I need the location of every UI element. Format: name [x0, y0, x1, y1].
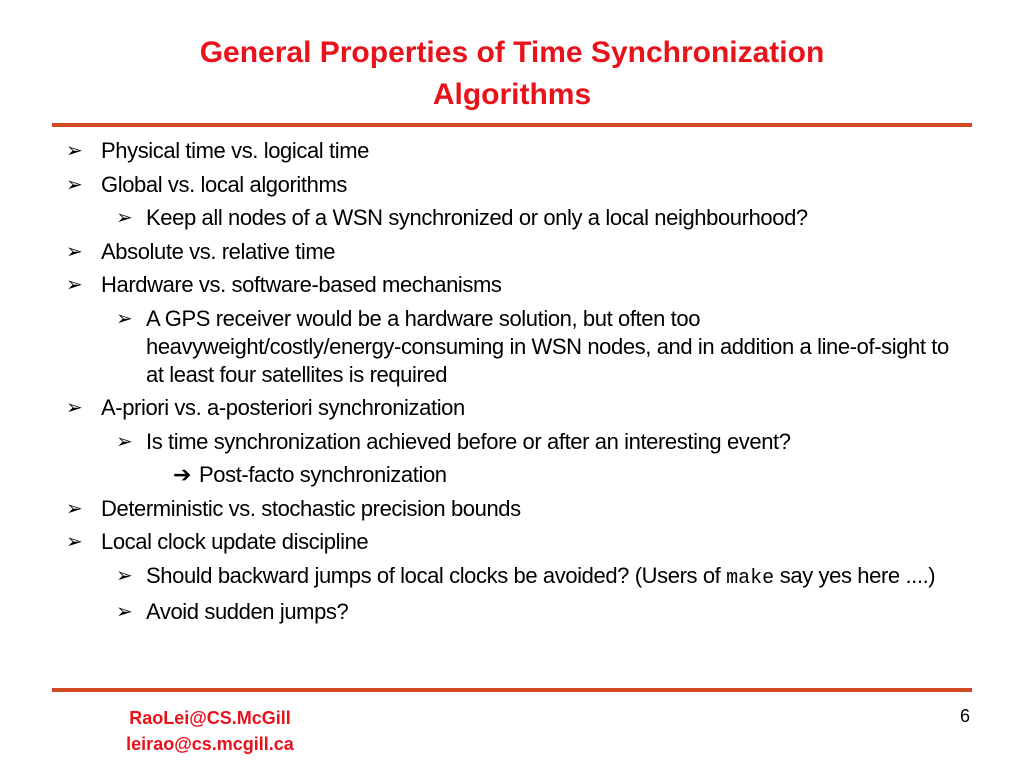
sub-bullet-text: A GPS receiver would be a hardware solution, but often too heavyweight/costly/energy-consuming in WSN nodes, and in addition a line-of-sight to at least four satellites is required — [146, 305, 949, 387]
bullet-item — [0, 394, 1024, 422]
bullet-item — [0, 171, 1024, 199]
bullet-text: Physical time vs. logical time — [101, 138, 369, 163]
bullet-item — [0, 495, 1024, 523]
bullet-item — [0, 528, 1024, 556]
arrowhead-bullet-icon: ➢ — [116, 430, 133, 453]
arrowhead-bullet-icon: ➢ — [116, 307, 133, 330]
bullet-text: Absolute vs. relative time — [101, 238, 336, 264]
bullet-list — [0, 137, 1024, 632]
sub-bullet-item — [0, 204, 1024, 232]
footer-line-2: leirao@cs.mcgill.ca — [126, 734, 294, 754]
arrowhead-bullet-icon: ➢ — [66, 240, 83, 263]
sub-bullet-item — [0, 562, 1024, 593]
top-divider — [52, 123, 972, 127]
bullet-item — [0, 238, 1024, 266]
sub-bullet-text-part: Should backward jumps of local clocks be avoided? (Users of — [146, 562, 727, 588]
bullet-text: Global vs. local algorithms — [101, 171, 347, 197]
slide-title-line-2: Algorithms — [432, 78, 592, 111]
bullet-item — [0, 271, 1024, 299]
arrowhead-bullet-icon: ➢ — [66, 274, 83, 296]
arrowhead-bullet-icon: ➢ — [66, 531, 83, 553]
slide-title — [60, 32, 964, 116]
right-arrow-icon: ➔ — [173, 462, 192, 487]
sub-bullet-text: Keep all nodes of a WSN synchronized or only a local neighbourhood? — [146, 205, 808, 230]
bullet-item — [0, 137, 1024, 165]
arrowhead-bullet-icon: ➢ — [66, 140, 83, 162]
code-make: make — [726, 566, 775, 590]
bottom-divider — [52, 688, 972, 692]
sub-bullet-item — [0, 305, 1024, 389]
sub-bullet-text: Avoid sudden jumps? — [146, 599, 349, 624]
arrowhead-bullet-icon: ➢ — [116, 601, 133, 623]
sub-bullet-item — [0, 598, 1024, 626]
bullet-text: A-priori vs. a-posteriori synchronization — [101, 395, 465, 420]
bullet-text: Local clock update discipline — [101, 529, 369, 554]
sub-bullet-text: Is time synchronization achieved before or after an interesting event? — [146, 428, 791, 454]
slide-title-line-1: General Properties of Time Synchronization — [199, 36, 825, 69]
page-number: 6 — [959, 706, 970, 726]
sub-bullet-text — [146, 563, 935, 588]
sub-sub-bullet-item — [0, 461, 1024, 489]
arrowhead-bullet-icon: ➢ — [116, 207, 133, 229]
sub-sub-bullet-text: Post-facto synchronization — [199, 462, 447, 487]
sub-bullet-item — [0, 428, 1024, 456]
bullet-text: Hardware vs. software-based mechanisms — [101, 272, 502, 297]
arrowhead-bullet-icon: ➢ — [66, 173, 83, 196]
arrowhead-bullet-icon: ➢ — [116, 564, 133, 587]
sub-bullet-text-part: say yes here ....) — [774, 562, 936, 588]
arrowhead-bullet-icon: ➢ — [66, 397, 83, 419]
bullet-text: Deterministic vs. stochastic precision bounds — [101, 495, 521, 521]
arrowhead-bullet-icon: ➢ — [66, 497, 83, 520]
footer-line-1: RaoLei@CS.McGill — [129, 708, 291, 728]
